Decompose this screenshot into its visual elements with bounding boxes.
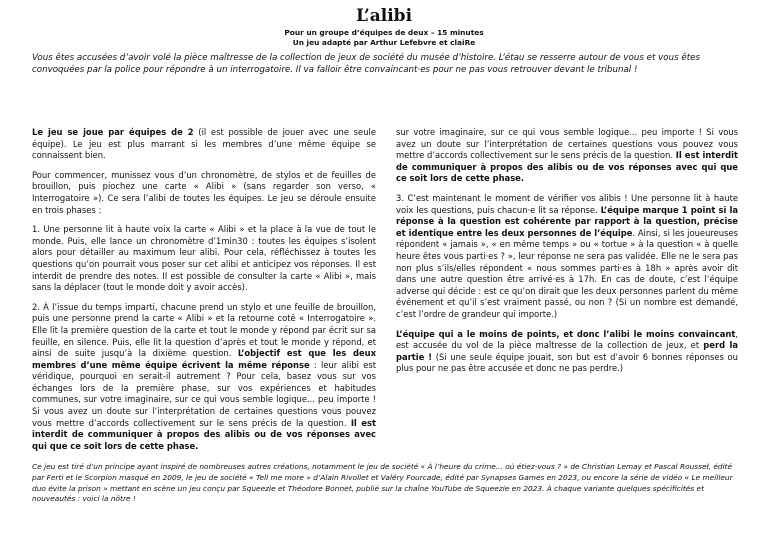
setup-paragraph: Pour commencer, munissez vous d’un chronomètre, de stylos et de feuilles de brouillon, puis piochez une carte « Alibi » (sans regarder son verso, « Interrogatoire »). Ce sera l’alibi de toutes les équipes. Le jeu se déroule ensuite en trois phases : xyxy=(32,169,376,215)
phase-1-paragraph: 1. Une personne lit à haute voix la carte « Alibi » et la place à la vue de tout le monde. Puis, elle lance un chronomètre d’1min30 : toutes les équipes s’isolent alors pour détailler au maximum leur alibi. Pour cela, réfléchissez à toutes les questions qu’on pourrait vous poser sur cet alibi et anticipez vos réponses. Il est interdit de prendre des notes. Il est possible de consulter la carte « Alibi », mais sans la déplacer (tout le monde doit y avoir accès). xyxy=(32,224,376,293)
right-column xyxy=(396,127,738,383)
phase-3-text-cont: . Ainsi, si les joueureuses répondent « jamais », « en même temps » ou « tortue » à la question « à quelle heure êtes vous parti·es ? », leur réponse ne sera pas validée. Elle ne le sera pas non plus s’ils/elles répondent « nous sommes parti·es à 18h » après avoir dit dans une autre question être arrivé·es à 17h. En cas de doute, c’est l’équipe adverse qui décide : est ce qu’on dirait que les deux personnes parlent du même événement et qu’il s’est vraiment passé, ou non ? (Si un nombre est demandé, c’est l’ordre de grandeur qui importe.) xyxy=(396,227,738,319)
rules-teams-paragraph xyxy=(32,127,376,162)
ending-bold: L’équipe qui a le moins de points, et donc l’alibi le moins convaincant xyxy=(396,328,736,339)
phase-2-cont-text: sur votre imaginaire, sur ce qui vous semble logique... peu importe ! Si vous avez un doute sur l’interprétation de certaines questions vous pouvez vous mettre d’accords collectivement sur le sens précis de la question. xyxy=(396,127,738,161)
phase-2-paragraph xyxy=(32,302,376,453)
phase-2-objective: L’objectif est que les deux membres d’une même équipe écrivent la même réponse xyxy=(32,348,376,370)
lose-bold: perd la partie ! xyxy=(396,340,738,362)
intro-paragraph: Vous êtes accusées d’avoir volé la pièce maîtresse de la collection de jeux de société du musée d’histoire. L’étau se resserre autour de vous et vous êtes convoquées par la police pour répondre à un interrogatoire. Il va falloir être convaincant·es pour ne pas vous retrouver devant le tribunal ! xyxy=(32,53,701,75)
ending-text: , est accusée du vol de la pièce maîtresse de la collection de jeux, et xyxy=(396,328,738,351)
phase-3-text: 3. C’est maintenant le moment de vérifier vos alibis ! Une personne lit à haute voix les questions, puis chacun·e lit sa réponse. xyxy=(396,192,738,215)
phase-2-text-cont: : leur alibi est véridique, pourquoi en serait-il autrement ? Pour cela, basez vous sur vos échanges lors de la première phase, sur vos expériences et habitudes communes, sur votre imaginaire, sur ce qui vous semble logique... peu importe ! Si vous avez un doute sur l’interprétation de certaines questions vous pouvez vous mettre d’accords collectivement sur le sens précis de la question. xyxy=(32,359,376,428)
phase-2-text: 2. À l’issue du temps imparti, chacune prend un stylo et une feuille de brouillon, puis une personne prend la carte « Alibi » et la retourne coté « Interrogatoire ». Elle lit la première question de la carte et tout le monde y répond par écrit sur sa feuille, en silence. Puis, elle lit la question d’après et tout le monde y répond, et ainsi de suite jusqu’à la dixième question. xyxy=(32,301,376,359)
phase-2-cont-bold: Il est interdit de communiquer à propos des alibis ou de vos réponses avec qui que ce soit lors de cette phase. xyxy=(396,150,738,184)
phase-3-scoring: L’équipe marque 1 point si la réponse à la question est cohérente par rapport à la question, précise et identique entre les deux personnes de l’équipe xyxy=(396,204,738,238)
left-column xyxy=(32,127,376,455)
subtitle-authors: Un jeu adapté par Arthur Lefebvre et claiRe xyxy=(292,38,476,47)
rules-teams-text: (il est possible de jouer avec une seule équipe). Le jeu est plus marrant si les membres d’une même équipe se connaissent bien. xyxy=(32,127,376,161)
credits-footer: Ce jeu est tiré d’un principe ayant inspiré de nombreuses autres créations, notamment le jeu de société « À l’heure du crime... où étiez-vous ? » de Christian Lemay et Pascal Rousseł, édité par Ferti et le Scorpion masqué en 2009, le jeu de société « Tell me more » d’Alain Rivollet et Valéry Fourcade, édité par Synapses Games en 2023, ou encore la série de vidéo « Le meilleur duo évite la prison » mettant en scène un jeu conçu par Squeezie et Théodore Bonnet, publié sur la chaîne YouTube de Squeezie en 2023. À chaque variante quelques spécificités et nouveautés : voici la nôtre ! xyxy=(32,462,733,504)
rules-teams-bold: Le jeu se joue par équipes de 2 xyxy=(32,127,194,137)
page-title: L’alibi xyxy=(355,6,413,26)
subtitle-players: Pour un groupe d’équipes de deux – 15 minutes xyxy=(284,28,484,37)
phase-2-rule: Il est interdit de communiquer à propos des alibis ou de vos réponses avec qui que ce soit lors de cette phase. xyxy=(32,417,376,451)
phase-3-paragraph xyxy=(396,193,738,321)
ending-paragraph xyxy=(396,329,738,375)
ending-text-cont: (Si une seule équipe jouait, son but est d’avoir 6 bonnes réponses ou plus pour ne pas être accusée et donc ne pas perdre.) xyxy=(396,351,738,374)
phase-2-continued xyxy=(396,127,738,185)
